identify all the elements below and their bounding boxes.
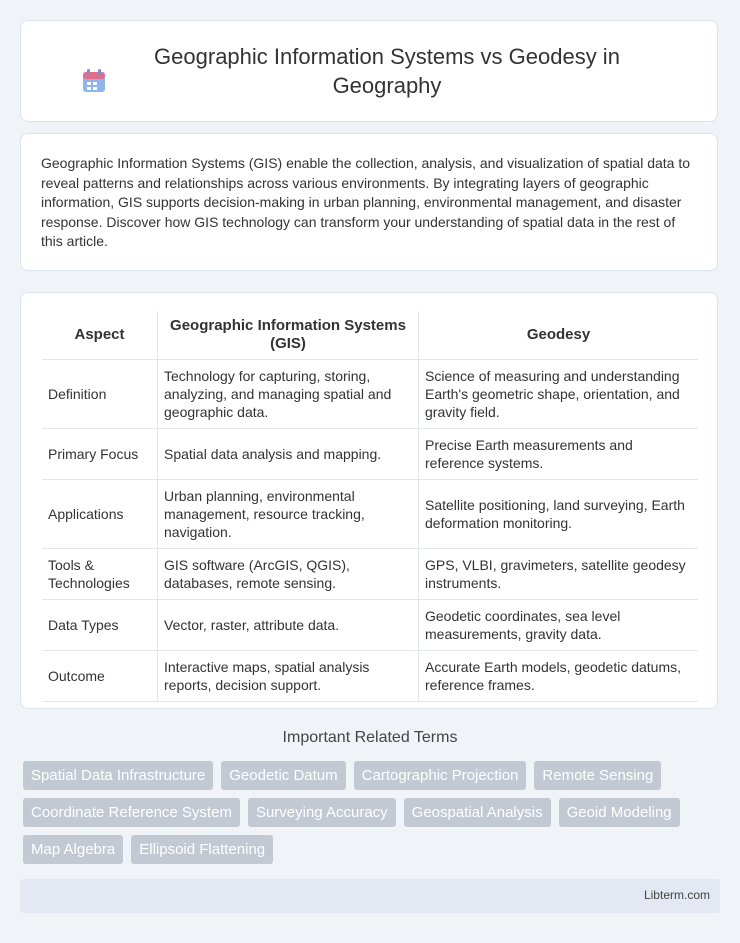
calendar-icon [81,68,107,94]
related-terms-title: Important Related Terms [282,729,458,746]
footer-bar [20,879,720,913]
cell-aspect: Data Types [42,600,158,651]
related-term-tag[interactable]: Geodetic Datum [221,761,345,790]
cell-geodesy: GPS, VLBI, gravimeters, satellite geodesy instruments. [419,549,699,600]
cell-aspect: Primary Focus [42,429,158,480]
header-geodesy: Geodesy [419,311,699,360]
table-row [42,549,698,600]
page-title: Geographic Information Systems vs Geodesy in Geography [154,44,620,98]
table-header-row [42,311,698,360]
related-terms-list [23,761,723,864]
cell-gis: Spatial data analysis and mapping. [158,429,419,480]
cell-geodesy: Science of measuring and understanding Earth's geometric shape, orientation, and gravity field. [419,360,699,429]
related-term-tag[interactable]: Geospatial Analysis [404,798,551,827]
cell-gis: Urban planning, environmental management, resource tracking, navigation. [158,480,419,549]
comparison-table [42,311,698,702]
related-term-tag[interactable]: Ellipsoid Flattening [131,835,273,864]
cell-aspect: Outcome [42,651,158,702]
cell-aspect: Applications [42,480,158,549]
cell-geodesy: Geodetic coordinates, sea level measurements, gravity data. [419,600,699,651]
related-term-tag[interactable]: Cartographic Projection [354,761,527,790]
table-row [42,429,698,480]
footer-site-link[interactable]: Libterm.com [643,888,710,902]
header-gis: Geographic Information Systems (GIS) [158,311,419,360]
cell-geodesy: Precise Earth measurements and reference systems. [419,429,699,480]
related-term-tag[interactable]: Geoid Modeling [559,798,680,827]
table-row [42,600,698,651]
cell-gis: Vector, raster, attribute data. [158,600,419,651]
cell-gis: GIS software (ArcGIS, QGIS), databases, remote sensing. [158,549,419,600]
intro-card [20,133,718,271]
cell-aspect: Tools & Technologies [42,549,158,600]
cell-geodesy: Accurate Earth models, geodetic datums, reference frames. [419,651,699,702]
table-row [42,360,698,429]
cell-gis: Interactive maps, spatial analysis reports, decision support. [158,651,419,702]
cell-aspect: Definition [42,360,158,429]
comparison-card [20,292,718,709]
table-row [42,480,698,549]
related-term-tag[interactable]: Coordinate Reference System [23,798,240,827]
table-row [42,651,698,702]
related-term-tag[interactable]: Remote Sensing [534,761,661,790]
header-card [20,20,718,122]
related-term-tag[interactable]: Spatial Data Infrastructure [23,761,213,790]
related-term-tag[interactable]: Map Algebra [23,835,123,864]
intro-text: Geographic Information Systems (GIS) enable the collection, analysis, and visualization of spatial data to reveal patterns and relationships across various environments. By integrating layers of geographic information, GIS supports decision-making in urban planning, environmental management, and disaster response. Discover how GIS technology can transform your understanding of spatial data in the rest of this article. [41,155,691,250]
cell-geodesy: Satellite positioning, land surveying, Earth deformation monitoring. [419,480,699,549]
related-term-tag[interactable]: Surveying Accuracy [248,798,396,827]
header-aspect: Aspect [42,311,158,360]
cell-gis: Technology for capturing, storing, analyzing, and managing spatial and geographic data. [158,360,419,429]
